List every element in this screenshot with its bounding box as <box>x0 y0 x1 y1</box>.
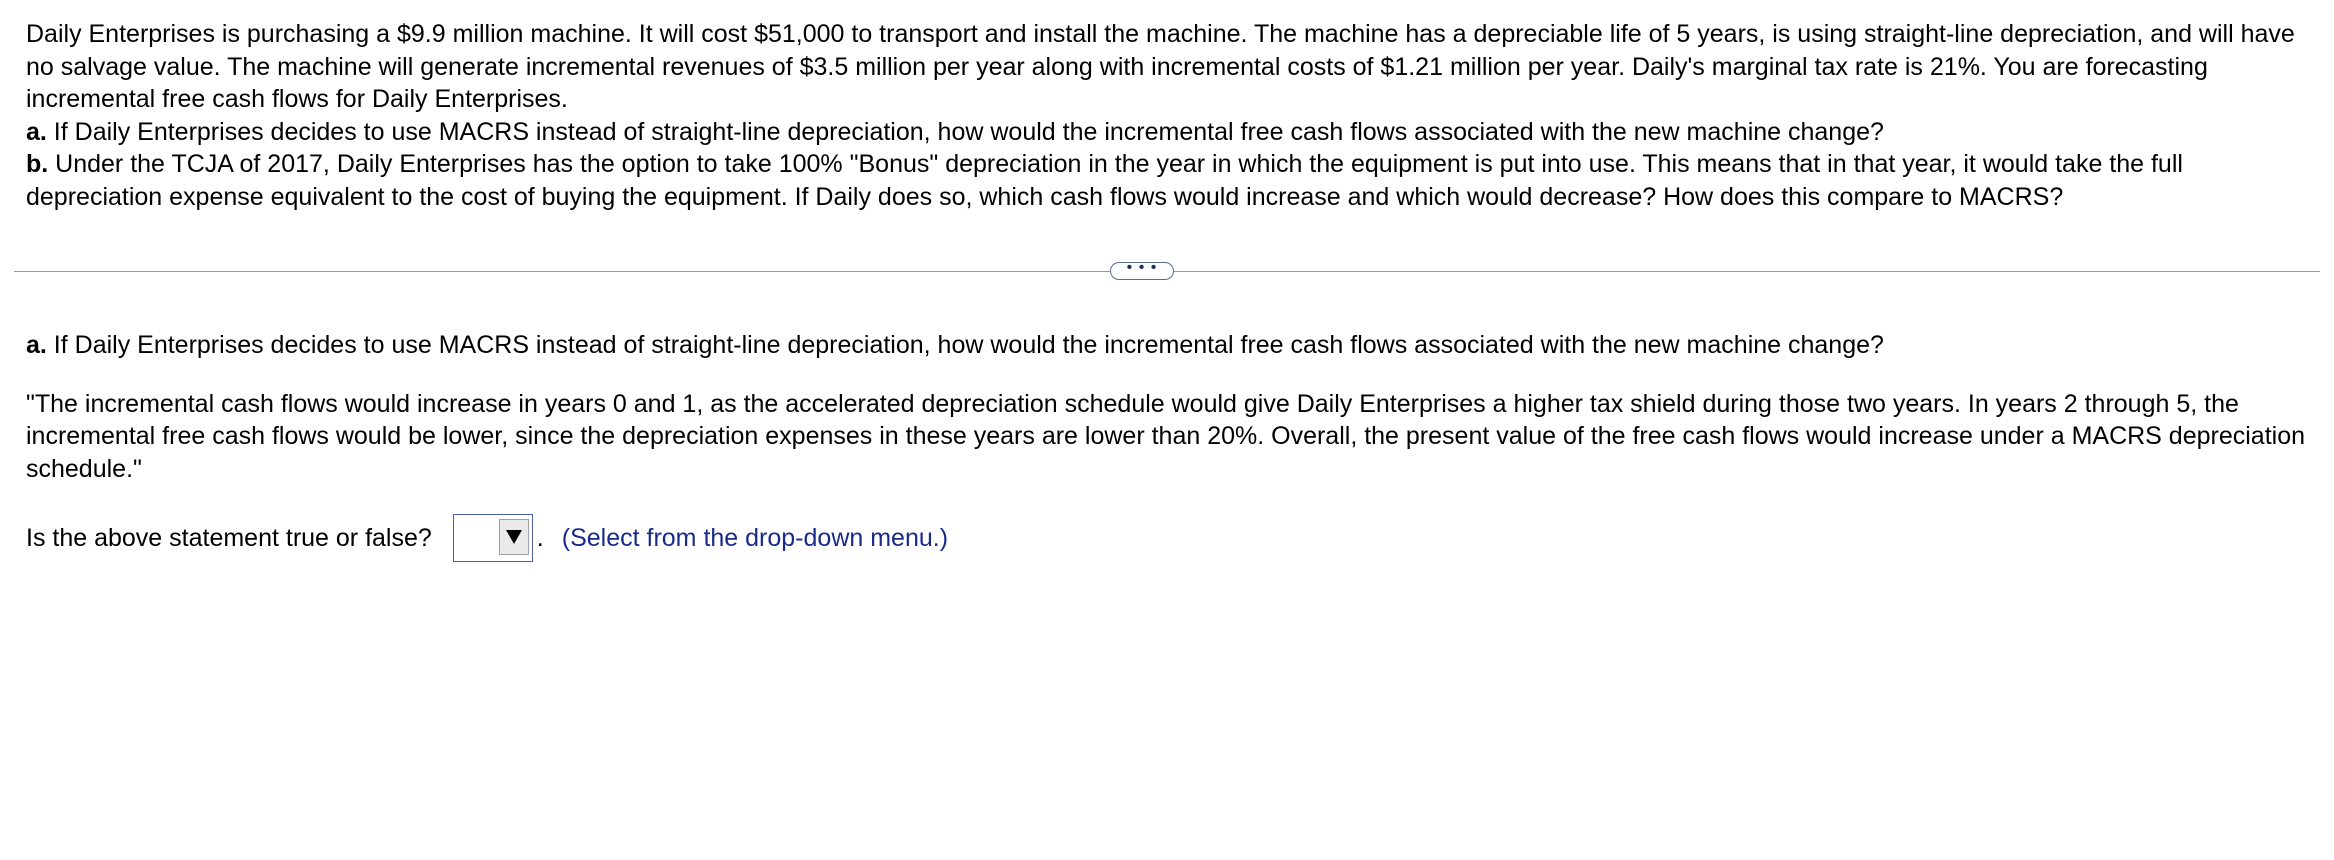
true-false-dropdown[interactable] <box>453 514 533 562</box>
answer-part-a-text: If Daily Enterprises decides to use MACRS instead of straight-line depreciation, how would the incremental free cash flows associated with the new machine change? <box>46 331 1884 359</box>
problem-part-b <box>26 148 2316 213</box>
triangle-down-icon <box>505 529 523 545</box>
problem-part-a <box>26 116 2316 149</box>
answer-part-a <box>26 329 2316 362</box>
part-a-text: If Daily Enterprises decides to use MACRS instead of straight-line depreciation, how would the incremental free cash flows associated with the new machine change? <box>46 117 1884 146</box>
dropdown-hint: (Select from the drop-down menu.) <box>561 523 949 552</box>
question-prompt: Is the above statement true or false? <box>26 523 432 552</box>
answer-section <box>26 329 2316 485</box>
section-divider <box>14 260 2320 284</box>
problem-intro: Daily Enterprises is purchasing a $9.9 million machine. It will cost $51,000 to transport and install the machine. The machine has a depreciable life of 5 years, is using straight-line depreciation, and will have no salvage value. The machine will generate incremental revenues of $3.5 million per year along with incremental costs of $1.21 million per year. Daily's marginal tax rate is 21%. You are forecasting incremental free cash flows for Daily Enterprises. <box>26 20 2295 113</box>
question-period: . <box>536 523 544 552</box>
true-false-question <box>26 513 948 563</box>
expand-more-button[interactable]: • • • <box>1110 262 1174 280</box>
answer-part-a-label: a. <box>26 331 47 359</box>
quoted-statement: "The incremental cash flows would increase in years 0 and 1, as the accelerated depreciation schedule would give Daily Enterprises a higher tax shield during those two years. In years 2 through 5, the incremental free cash flows would be lower, since the depreciation expenses in these years are lower than 20%. Overall, the present value of the free cash flows would increase under a MACRS depreciation schedule." <box>26 389 2306 483</box>
problem-statement <box>26 18 2316 213</box>
part-b-label: b. <box>26 150 49 178</box>
part-a-label: a. <box>26 117 47 146</box>
dropdown-arrow-button[interactable] <box>499 519 529 555</box>
part-b-text: Under the TCJA of 2017, Daily Enterprises has the option to take 100% "Bonus" depreciation in the year in which the equipment is put into use. This means that in that year, it would take the full depreciation expense equivalent to the cost of buying the equipment. If Daily does so, which cash flows would increase and which would decrease? How does this compare to MACRS? <box>26 150 2183 211</box>
